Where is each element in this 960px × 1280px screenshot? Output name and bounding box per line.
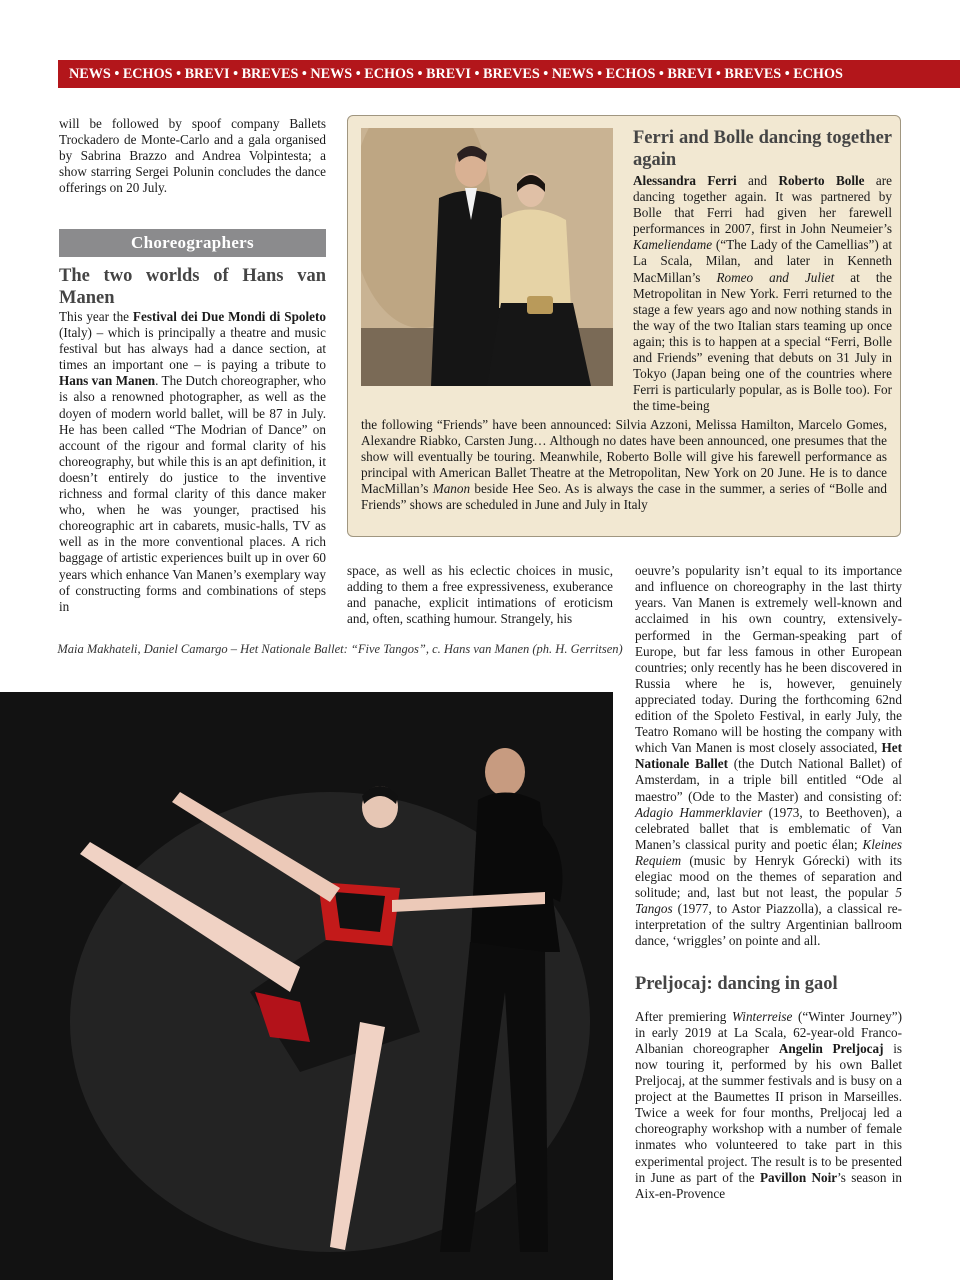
vanmanen-column-3 (635, 550, 902, 963)
ferri-bolle-photo (361, 128, 613, 386)
vanmanen-paragraph-2: space, as well as his eclectic choices in music, adding to them a free expressiveness, exuberance and panache, explicit intimations of eroticism and, often, scathing humour. Strangely, his (347, 563, 613, 627)
section-heading: Choreographers (59, 229, 326, 257)
ferri-paragraph-1: Alessandra Ferri and Roberto Bolle are dancing together again. It was partnered by Bolle that Ferri had given her farewell performances in 2007, first in John Neumeier’s Kameliendame (“The Lady of the Camellias”) at La Scala, Milan, and later in Kenneth MacMillan’s Romeo and Juliet at the Metropolitan in New York. Ferri returned to the stage a few years ago and now nothing stands in the way of the two Italian stars teaming up once again; this is to happen at a special “Ferri, Bolle and Friends” evening that debuts on 31 July in Tokyo (Japan being one of the countries where Ferri is particularly popular, as is Bolle too). For the time-being (633, 173, 893, 414)
vanmanen-paragraph: This year the Festival dei Due Mondi di Spoleto (Italy) – which is principally a theatre and music festival but has always had a dance section, at times an important one – is paying a tribute to Hans van Manen. The Dutch choreographer, who is also a renowned photographer, as well as the doyen of modern world ballet, will be 87 in July. He has been called “The Modrian of Dance” on account of the rigour and formal clarity of his choreography, but while this is an apt definition, it doesn’t entirely do justice to the inventive richness and formal clarity of this dance maker who, when he was younger, practised his choreographic art in cabarets, music-halls, TV as well as in the more conventional places. A rich baggage of artistic experiences built up in over 60 years which enhance Van Manen’s exemplary way of constructing forms and combinations of steps in (59, 309, 327, 614)
vanmanen-paragraph-3: oeuvre’s popularity isn’t equal to its importance and influence on choreography in the last thirty years. Van Manen is extremely well-known and acclaimed in his own country, extensively-performed in the German-speaking part of Europe, but far less famous in other European countries; only recently has he been discovered in Russia where he is, however, genuinely appreciated today. During the forthcoming 62nd edition of the Spoleto Festival, in early July, the Teatro Romano will be hosting the company with which Van Manen is most closely associated, Het Nationale Ballet (the Dutch National Ballet) of Amsterdam, in a triple bill entitled “Ode al maestro” (Ode to the Master) and consisting of: Adagio Hammerklavier (1973, to Beethoven), a celebrated ballet that is emblematic of Van Manen’s classical purity and poetic élan; Kleines Requiem (music by Henryk Górecki) with its elegiac mood on the themes of separation and solitude; and, last but not least, the popular 5 Tangos (1977, to Astor Piazzolla), a classical re-interpretation of the sultry Argentinian ballroom dance, ‘wriggles’ on pointe and all. (635, 563, 902, 949)
ferri-bolle-photo-art (361, 128, 613, 386)
ferri-paragraph-2: the following “Friends” have been announced: Silvia Azzoni, Melissa Hamilton, Marcelo Gomes, Alexandre Riabko, Carsten Jung… Although no dates have been announced, one presumes that the show will eventually be touring. Meanwhile, Roberto Bolle will give his farewell performance as principal with American Ballet Theatre at the Metropolitan, New York on 20 June. He is to dance MacMillan’s Manon beside Hee Seo. As is always the case in the summer, a series of “Bolle and Friends” shows are scheduled in June and July in Italy (361, 417, 887, 513)
ferri-article-right (633, 128, 892, 414)
preljocaj-paragraph: After premiering Winterreise (“Winter Journey”) in early 2019 at La Scala, 62-year-old Franco-Albanian choreographer Angelin Preljocaj is now touring it, performed by his own Ballet Preljocaj, at the summer festivals and is busy on a project at the Baumettes II prison in Marseilles. Twice a week for four months, Preljocaj led a choreography workshop with a number of female inmates who volunteered to take part in this experimental project. The result is to be presented in June as part of the Pavillon Noir’s season in Aix-en-Provence (635, 1008, 903, 1201)
preljocaj-title: Preljocaj: dancing in gaol (635, 974, 838, 994)
five-tangos-photo-art (0, 692, 613, 1280)
news-banner: NEWS • ECHOS • BREVI • BREVES • NEWS • ECHOS • BREVI • BREVES • NEWS • ECHOS • BREVI • BREVES • ECHOS (58, 60, 960, 88)
ferri-article-bottom (361, 417, 887, 514)
vanmanen-column-2 (347, 550, 613, 641)
photo-caption: Maia Makhateli, Daniel Camargo – Het Nationale Ballet: “Five Tangos”, c. Hans van Manen (ph. H. Gerritsen) (57, 642, 623, 656)
column-1-top (59, 116, 326, 196)
intro-paragraph: will be followed by spoof company Ballets Trockadero de Monte-Carlo and a gala organised by Sabrina Brazzo and Andrea Volpintesta; a show starring Sergei Polunin concludes the dance offerings on 20 July. (59, 116, 326, 196)
five-tangos-photo (0, 692, 613, 1280)
vanmanen-article (59, 266, 326, 615)
vanmanen-title: The two worlds of Hans van Manen (59, 266, 326, 308)
preljocaj-article (635, 974, 902, 1215)
ferri-title: Ferri and Bolle dancing together again (633, 128, 892, 170)
